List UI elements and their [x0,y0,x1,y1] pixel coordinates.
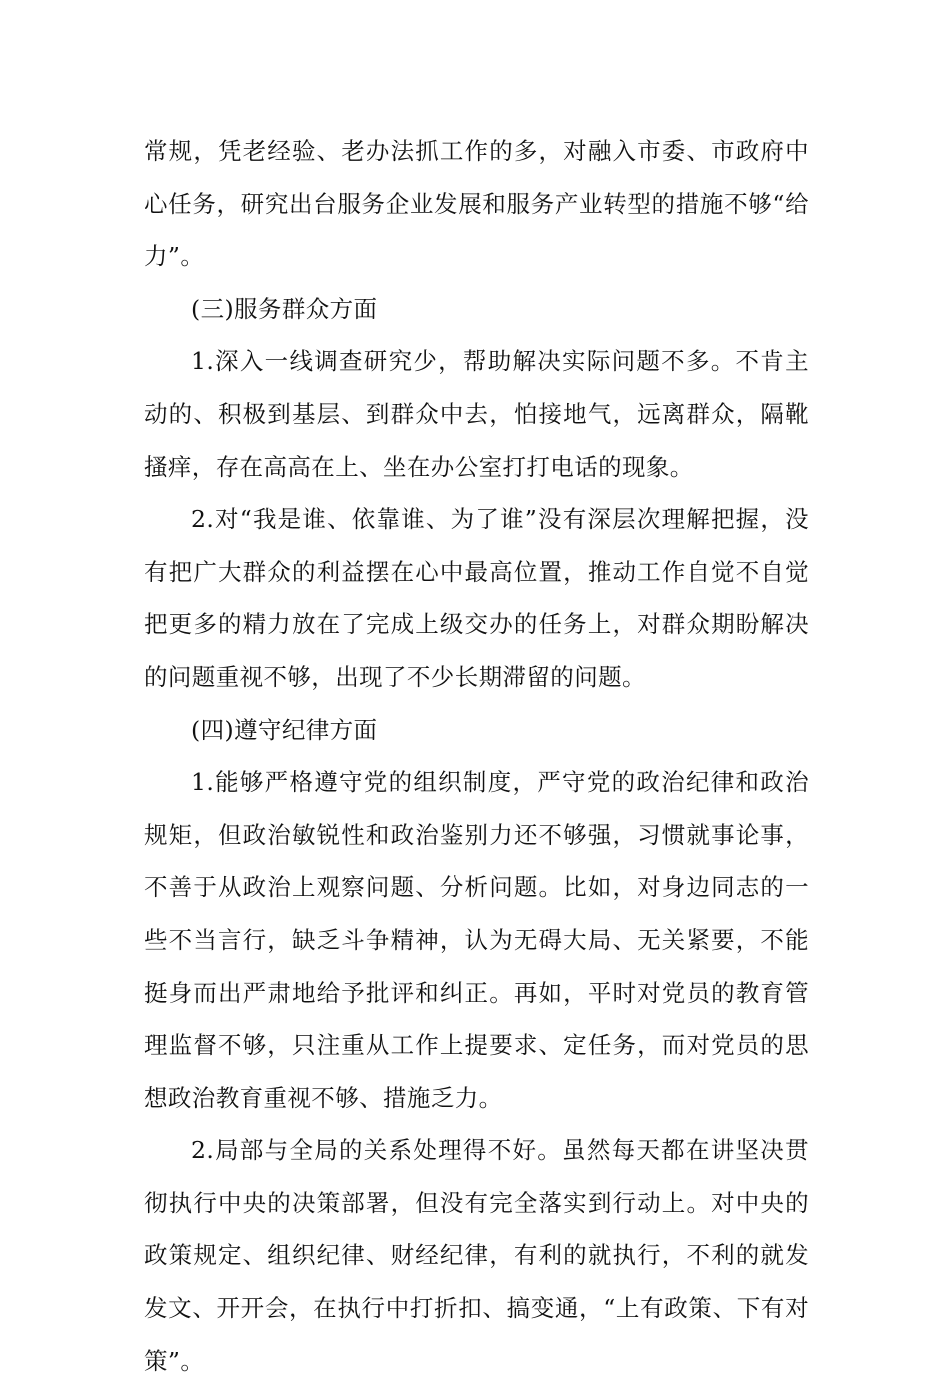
list-item-research: 1.深入一线调查研究少，帮助解决实际问题不多。不肯主动的、积极到基层、到群众中去，怕接地气，远离群众，隔靴搔痒，存在高高在上、坐在办公室打打电话的现象。 [144,347,809,481]
list-item-local-vs-overall: 2.局部与全局的关系处理得不好。虽然每天都在讲坚决贯彻执行中央的决策部署，但没有完全落实到行动上。对中央的政策规定、组织纪律、财经纪律，有利的就执行，不利的就发发文、开开会，在执行中打折扣、搞变通，“上有政策、下有对策”。 [144,1136,809,1375]
list-item-who-am-i: 2.对“我是谁、依靠谁、为了谁”没有深层次理解把握，没有把广大群众的利益摆在心中最高位置，推动工作自觉不自觉把更多的精力放在了完成上级交办的任务上，对群众期盼解决的问题重视不够，出现了不少长期滞留的问题。 [144,505,809,691]
paragraph-continuation: 常规，凭老经验、老办法抓工作的多，对融入市委、市政府中心任务，研究出台服务企业发展和服务产业转型的措施不够“给力”。 [144,137,809,271]
list-item-party-rules: 1.能够严格遵守党的组织制度，严守党的政治纪律和政治规矩，但政治敏锐性和政治鉴别力还不够强，习惯就事论事，不善于从政治上观察问题、分析问题。比如，对身边同志的一些不当言行，缺乏斗争精神，认为无碍大局、无关紧要，不能挺身而出严肃地给予批评和纠正。再如，平时对党员的教育管理监督不够，只注重从工作上提要求、定任务，而对党员的思想政治教育重视不够、措施乏力。 [144,768,809,1112]
section-heading-discipline: (四)遵守纪律方面 [191,715,378,744]
document-body [144,125,809,1387]
section-heading-serving-masses: (三)服务群众方面 [191,294,378,323]
